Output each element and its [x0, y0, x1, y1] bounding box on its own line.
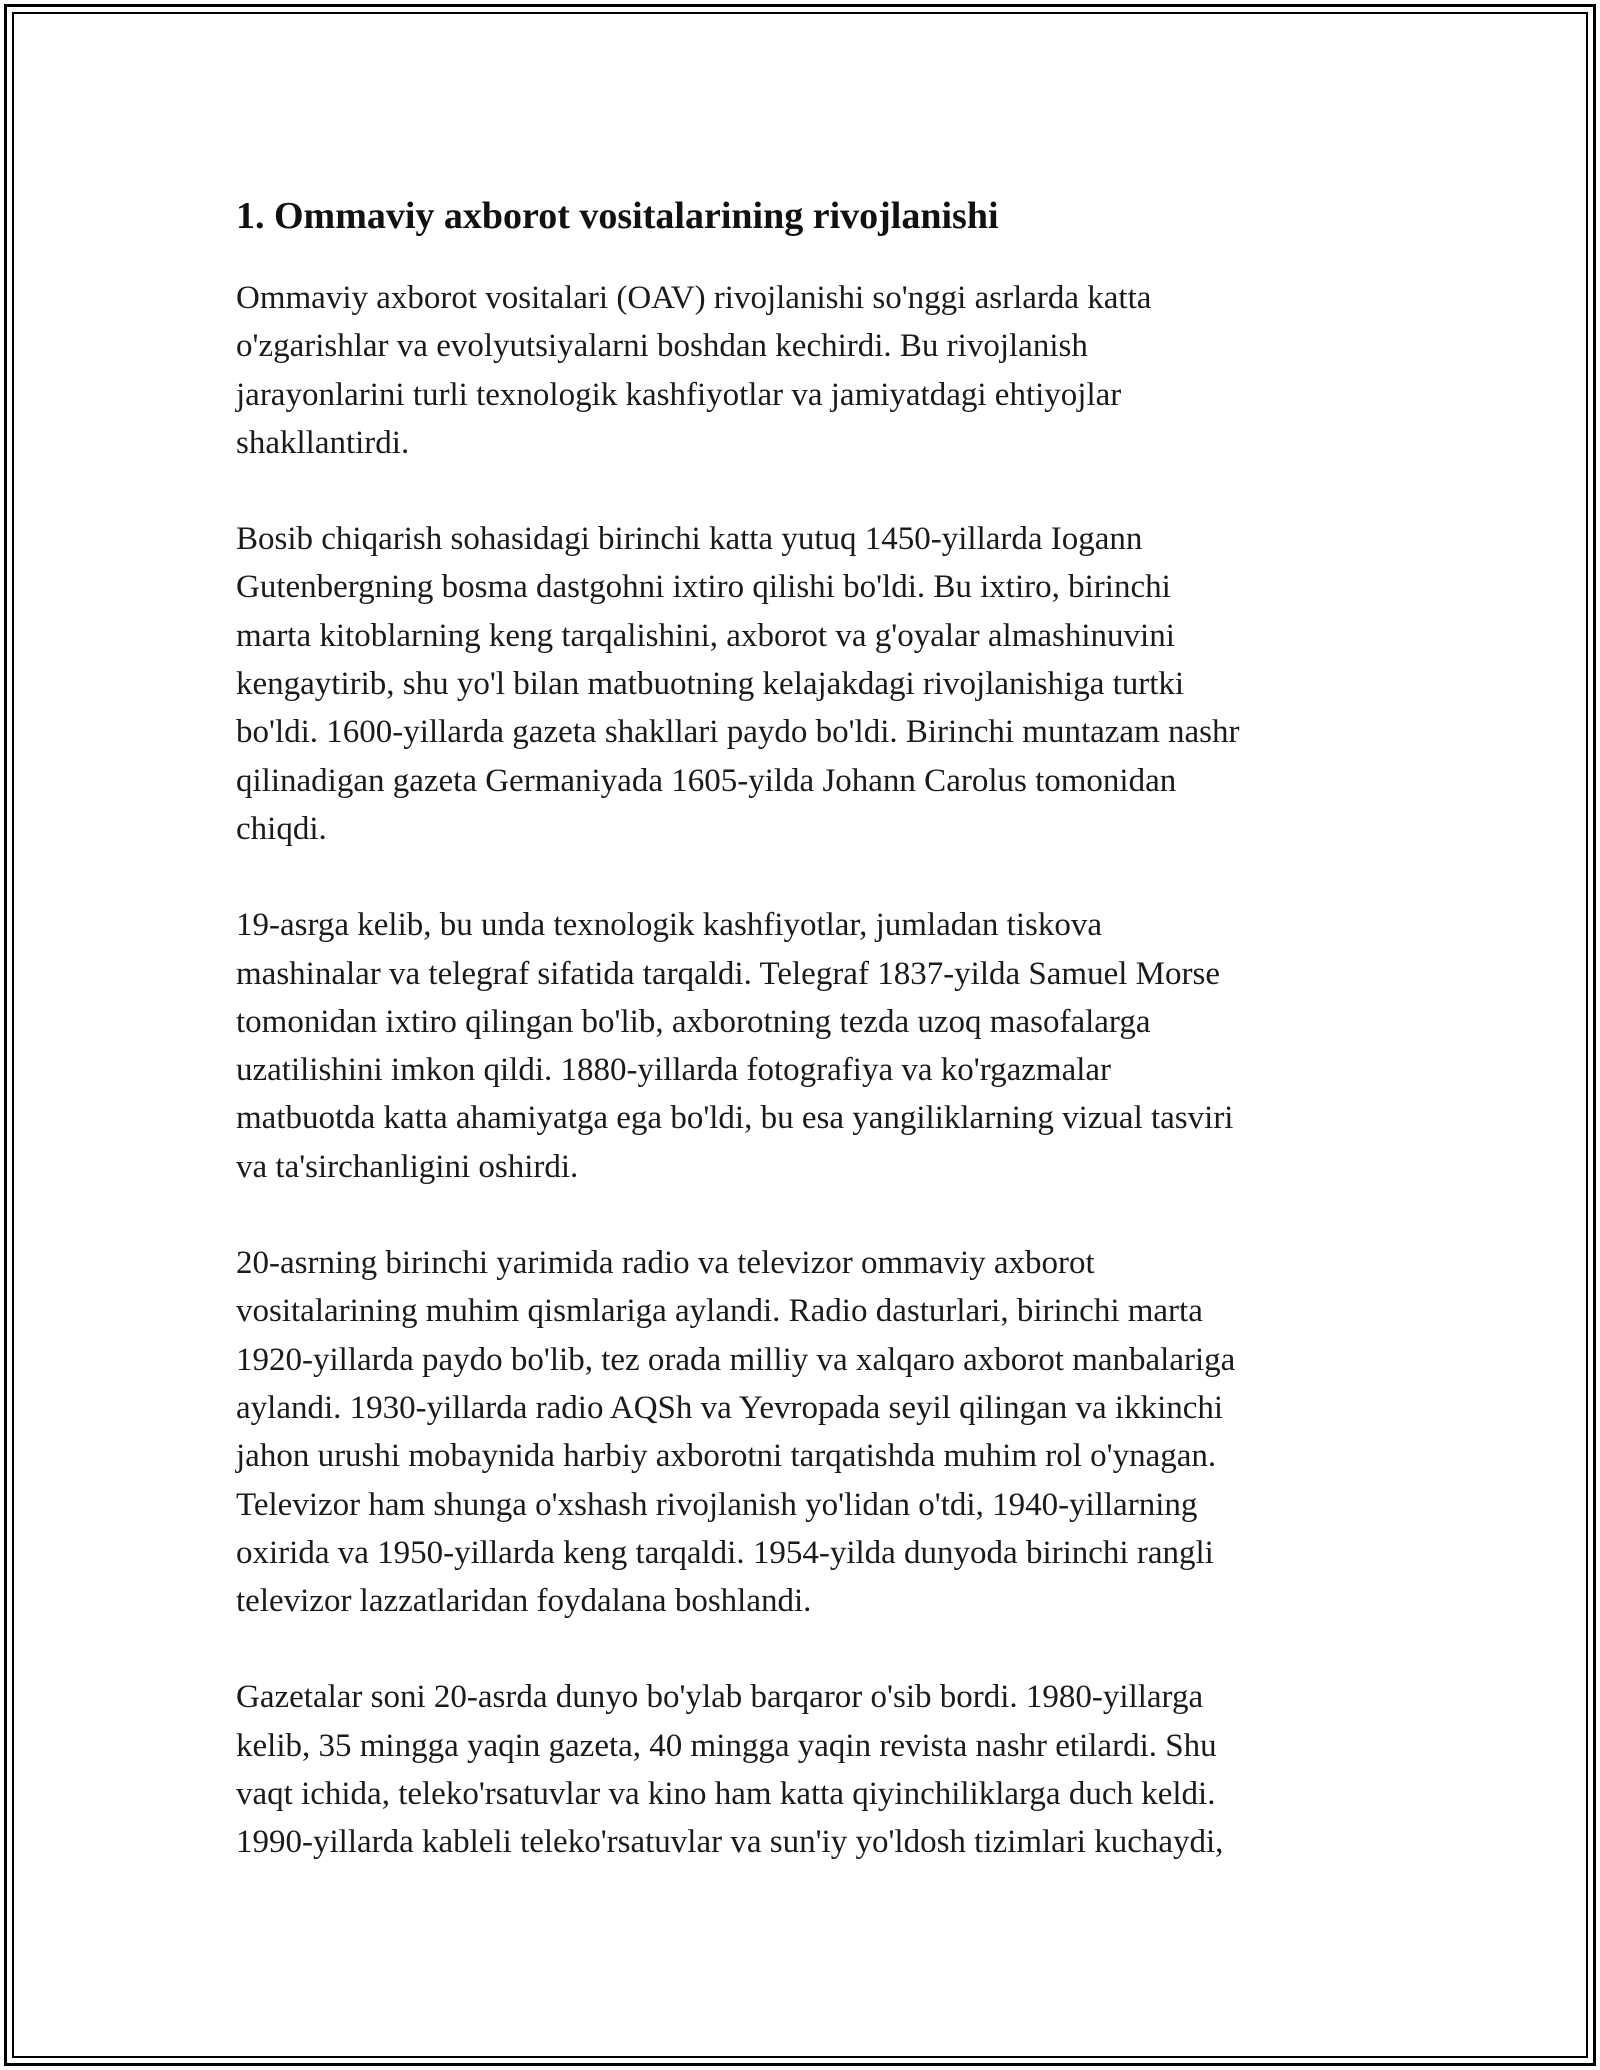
paragraph-19th-century: 19-asrga kelib, bu unda texnologik kashfiyotlar, jumladan tiskova mashinalar va telegraf sifatida tarqaldi. Telegraf 1837-yilda Samuel Morse tomonidan ixtiro qilingan bo'lib, axborotning tezda uzoq masofalarga uzatilishini imkon qildi. 1880-yillarda fotografiya va ko'rgazmalar matbuotda katta ahamiyatga ega bo'ldi, bu esa yangiliklarning vizual tasviri va ta'sirchanligini oshirdi. [236, 907, 1234, 1185]
paragraph-radio-tv: 20-asrning birinchi yarimida radio va televizor ommaviy axborot vositalarining muhim qismlariga aylandi. Radio dasturlari, birinchi marta 1920-yillarda paydo bo'lib, tez orada milliy va xalqaro axborot manbalariga aylandi. 1930-yillarda radio AQSh va Yevropada seyil qilingan va ikkinchi jahon urushi mobaynida harbiy axborotni tarqatishda muhim rol o'ynagan. Televizor ham shunga o'xshash rivojlanish yo'lidan o'tdi, 1940-yillarning oxirida va 1950-yillarda keng tarqaldi. 1954-yilda dunyoda birinchi rangli televizor lazzatlaridan foydalana boshlandi. [236, 1245, 1236, 1620]
paragraph-newspapers: Gazetalar soni 20-asrda dunyo bo'ylab barqaror o'sib bordi. 1980-yillarga kelib, 35 mingga yaqin gazeta, 40 mingga yaqin revista nashr etilardi. Shu vaqt ichida, teleko'rsatuvlar va kino ham katta qiyinchiliklarga duch keldi. 1990-yillarda kableli teleko'rsatuvlar va sun'iy yo'ldosh tizimlari kuchaydi, [236, 1679, 1224, 1861]
paragraph-intro: Ommaviy axborot vositalari (OAV) rivojlanishi so'nggi asrlarda katta o'zgarishlar va evolyutsiyalarni boshdan kechirdi. Bu rivojlanish jarayonlarini turli texnologik kashfiyotlar va jamiyatdagi ehtiyojlar shakllantirdi. [236, 280, 1152, 461]
page-title: 1. Ommaviy axborot vositalarining rivojlanishi [236, 195, 999, 237]
paragraph-printing: Bosib chiqarish sohasidagi birinchi katta yutuq 1450-yillarda Iogann Gutenbergning bosma dastgohni ixtiro qilishi bo'ldi. Bu ixtiro, birinchi marta kitoblarning keng tarqalishini, axborot va g'oyalar almashinuvini kengaytirib, shu yo'l bilan matbuotning kelajakdagi rivojlanishiga turtki bo'ldi. 1600-yillarda gazeta shakllari paydo bo'ldi. Birinchi muntazam nashr qilinadigan gazeta Germaniyada 1605-yilda Johann Carolus tomonidan chiqdi. [236, 521, 1240, 847]
document-body [236, 188, 1356, 1915]
